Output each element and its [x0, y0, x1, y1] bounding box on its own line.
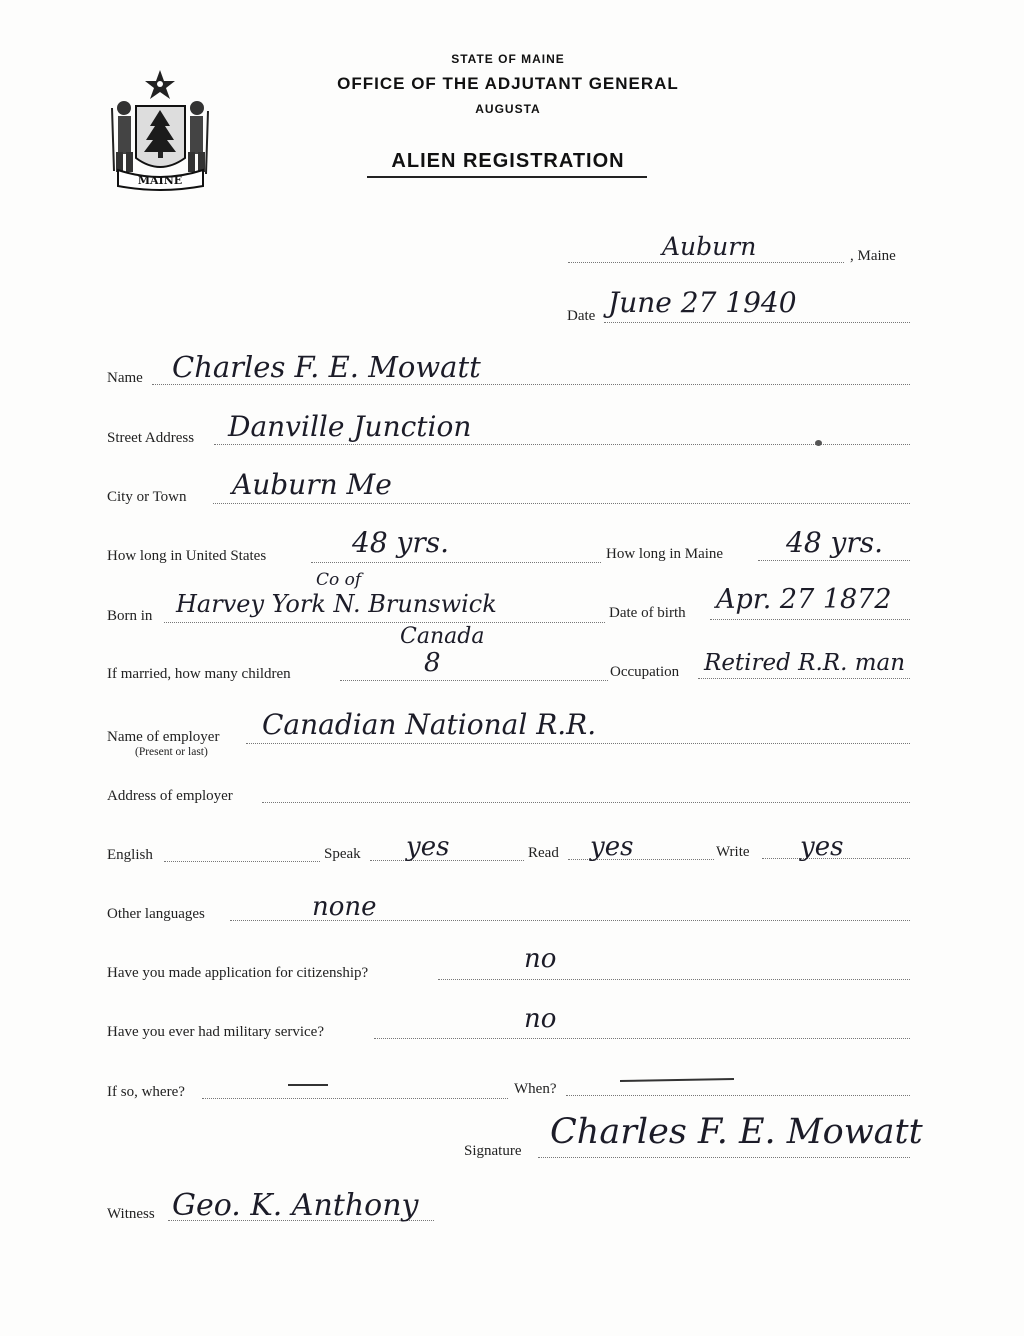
witness-label: Witness	[107, 1206, 155, 1222]
signature-value: Charles F. E. Mowatt	[550, 1112, 923, 1152]
state-heading: STATE OF MAINE	[451, 52, 565, 66]
dob-value: Apr. 27 1872	[716, 584, 892, 615]
town-suffix: , Maine	[850, 248, 896, 264]
street-value: Danville Junction	[228, 410, 472, 443]
speak-value: yes	[406, 832, 450, 862]
employer-address-label: Address of employer	[107, 788, 233, 804]
born-co-value: Co of	[316, 570, 362, 590]
years-us-label: How long in United States	[107, 548, 267, 564]
citizenship-value: no	[524, 944, 557, 974]
name-value: Charles F. E. Mowatt	[172, 350, 481, 384]
write-value: yes	[800, 832, 844, 862]
street-label: Street Address	[107, 430, 195, 446]
other-languages-label: Other languages	[107, 906, 205, 922]
when-label: When?	[514, 1081, 557, 1097]
years-maine-label: How long in Maine	[606, 546, 724, 562]
write-label: Write	[716, 844, 750, 860]
born-country-value: Canada	[400, 624, 485, 649]
date-label: Date	[567, 308, 596, 324]
born-value: Harvey York N. Brunswick	[176, 590, 497, 618]
employer-label: Name of employer	[107, 729, 220, 745]
signature-label: Signature	[464, 1143, 522, 1159]
english-label: English	[107, 847, 153, 863]
when-dash	[620, 1078, 734, 1082]
dob-label: Date of birth	[609, 605, 686, 621]
other-languages-value: none	[312, 892, 377, 922]
military-label: Have you ever had military service?	[107, 1024, 324, 1040]
date-value: June 27 1940	[608, 286, 797, 319]
occupation-value: Retired R.R. man	[704, 650, 906, 676]
read-label: Read	[528, 845, 559, 861]
children-label: If married, how many children	[107, 666, 291, 682]
citizenship-label: Have you made application for citizenship?	[107, 965, 369, 981]
military-value: no	[524, 1004, 557, 1034]
years-us-value: 48 yrs.	[352, 526, 450, 559]
occupation-label: Occupation	[610, 664, 680, 680]
speak-label: Speak	[324, 846, 361, 862]
employer-value: Canadian National R.R.	[262, 708, 597, 741]
born-label: Born in	[107, 608, 153, 624]
read-value: yes	[590, 832, 634, 862]
town-value: Auburn	[662, 232, 757, 261]
maine-state-seal-icon	[108, 66, 213, 191]
city-value: Auburn Me	[232, 468, 392, 501]
office-heading: OFFICE OF THE ADJUTANT GENERAL	[337, 74, 679, 93]
title-underline	[367, 176, 647, 178]
witness-value: Geo. K. Anthony	[172, 1188, 419, 1223]
ink-smudge	[815, 440, 822, 446]
form-title: ALIEN REGISTRATION	[391, 150, 625, 172]
employer-sublabel: (Present or last)	[135, 746, 208, 758]
city-heading: AUGUSTA	[475, 102, 541, 116]
where-label: If so, where?	[107, 1084, 185, 1100]
years-maine-value: 48 yrs.	[786, 526, 884, 559]
svg-text:MAINE: MAINE	[137, 174, 183, 187]
city-label: City or Town	[107, 489, 187, 505]
children-value: 8	[424, 648, 441, 678]
name-label: Name	[107, 370, 143, 386]
where-dash	[288, 1084, 328, 1086]
